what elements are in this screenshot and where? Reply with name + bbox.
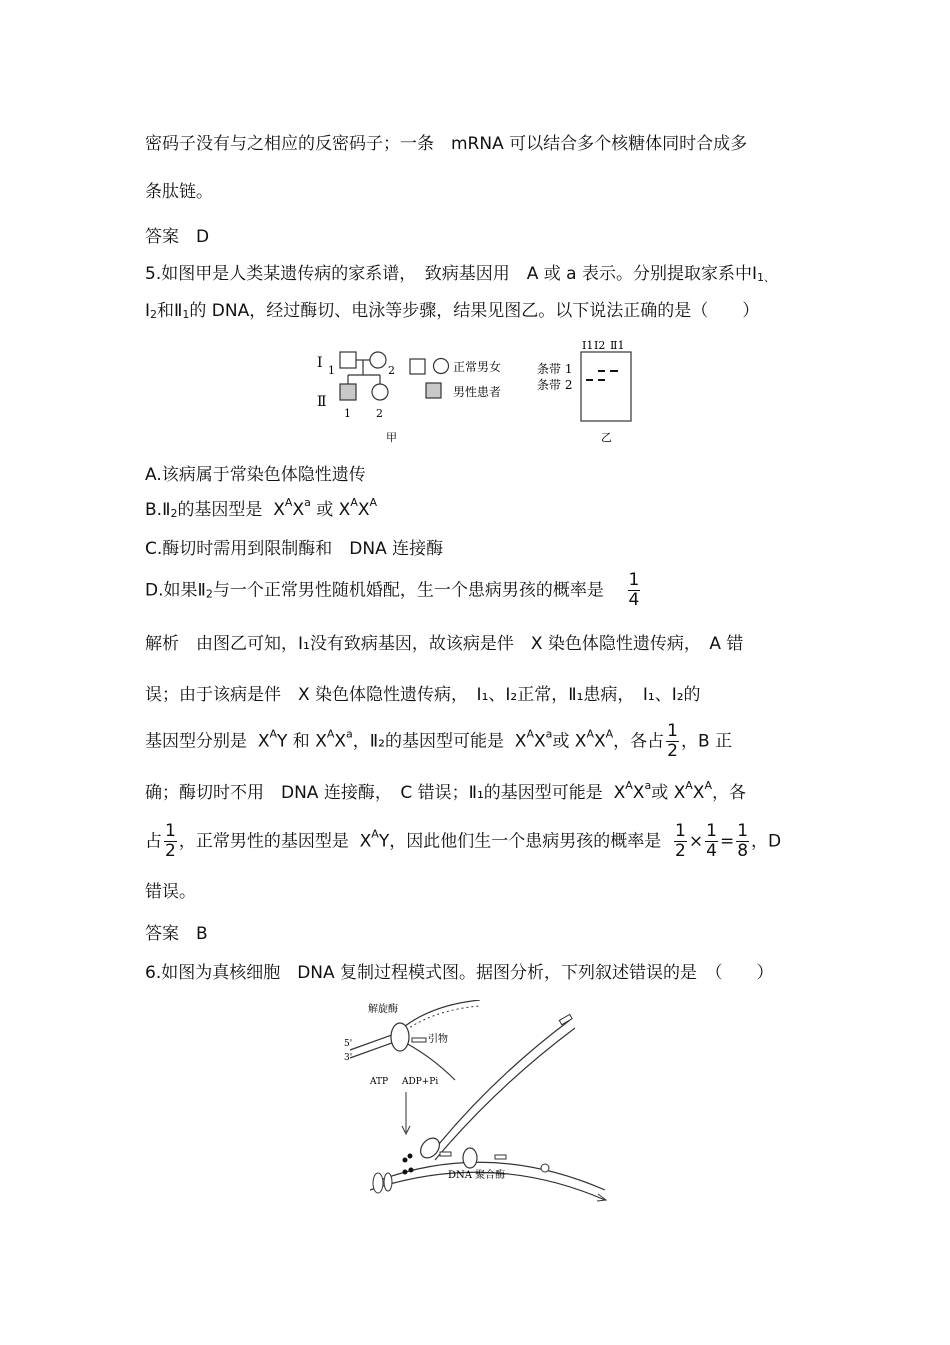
helicase-label: 解旋酶 <box>368 1004 398 1015</box>
option-c: C.酶切时需用到限制酶和 DNA 连接酶 <box>145 539 444 559</box>
text-line: 条肽链。 <box>145 182 213 202</box>
band-1-label: 条带 1 <box>537 362 573 376</box>
individual-number: 2 <box>388 364 395 377</box>
option-d: D.如果$Ⅱ_2$与一个正常男性随机婚配，生一个患病男孩的概率是 $\frac{1}{4}$ <box>145 570 640 610</box>
figure-caption: 甲 <box>386 431 397 444</box>
individual-number: 1 <box>344 407 351 420</box>
explanation-line: 占 $\frac{1}{2}$ ，正常男性的基因型是 $X^AY$，因此他们生一个患病男孩的概率是 $\frac{1}{2}$ × $\frac{1}{4}$ = $\frac{1}{8}$ ，D <box>145 821 782 861</box>
fraction: $\frac{1}{8}$ <box>737 821 749 861</box>
legend-male-patient-symbol <box>426 383 441 398</box>
question-5-stem: 5.如图甲是人类某遗传病的家系谱， 致病基因用 A 或 a 表示。分别提取家系中$Ⅰ_{1、}$ <box>145 264 775 284</box>
question-5-stem-cont: $Ⅰ_2$和$Ⅱ_1$的 DNA，经过酶切、电泳等步骤，结果见图乙。以下说法正确的是（ ） <box>145 301 760 321</box>
fraction: $\frac{1}{2}$ <box>667 721 678 761</box>
pedigree-figure <box>310 340 520 445</box>
question-6-stem: 6.如图为真核细胞 DNA 复制过程模式图。据图分析，下列叙述错误的是 （ ） <box>145 963 774 983</box>
figure-caption: 乙 <box>601 431 612 444</box>
legend-male-normal-symbol <box>410 359 425 374</box>
primer-label: 引物 <box>428 1034 448 1045</box>
polymerase-symbol <box>463 1148 477 1168</box>
answer-line: 答案 D <box>145 227 210 247</box>
dna-replication-figure <box>340 1000 620 1205</box>
fraction: $\frac{1}{4}$ <box>628 570 640 610</box>
option-a: A.该病属于常染色体隐性遗传 <box>145 465 366 485</box>
individual-number: 1 <box>328 364 335 377</box>
electrophoresis-figure <box>530 335 640 445</box>
male-patient-symbol <box>340 384 356 400</box>
gel-box <box>581 352 631 421</box>
fraction: $\frac{1}{2}$ <box>165 821 176 861</box>
individual-number: 2 <box>376 407 383 420</box>
fraction: $\frac{1}{2}$ <box>675 821 686 861</box>
generation-1-label: Ⅰ <box>317 355 323 371</box>
lane-label: Ⅰ1 <box>582 339 594 352</box>
adp-label: ADP+Pi <box>402 1077 439 1087</box>
explanation-line: 基因型分别是 $X^AY$ 和 $X^AX^a$，Ⅱ₂的基因型可能是 $X^AX^a$或 $X^AX^A$，各占 $\frac{1}{2}$ ，B 正 <box>145 721 733 761</box>
fraction: $\frac{1}{4}$ <box>706 821 717 861</box>
legend-patient-label: 男性患者 <box>453 385 502 399</box>
explanation-line: 误；由于该病是伴 X 染色体隐性遗传病， Ⅰ₁、Ⅰ₂正常，Ⅱ₁患病， Ⅰ₁、Ⅰ₂的 <box>145 685 701 705</box>
polymerase-symbol <box>417 1134 443 1161</box>
legend-female-normal-symbol <box>434 359 449 374</box>
male-normal-symbol <box>340 352 356 368</box>
answer-line: 答案 B <box>145 924 208 944</box>
lane-label: Ⅰ2 <box>594 339 606 352</box>
option-b: $B.Ⅱ_2$的基因型是 $X^AX^a$ 或 $X^AX^A$ <box>145 496 378 520</box>
explanation-line: 错误。 <box>145 882 196 902</box>
five-prime-label: 5' <box>344 1039 353 1049</box>
three-prime-label: 3' <box>344 1053 353 1063</box>
helicase-symbol <box>391 1023 409 1051</box>
polymerase-label: DNA 聚合酶 <box>448 1170 506 1181</box>
explanation-line: 确；酶切时不用 DNA 连接酶， C 错误；Ⅱ₁的基因型可能是 $X^AX^a$或 $X^AX^A$，各 <box>145 779 746 803</box>
generation-2-label: Ⅱ <box>317 394 327 410</box>
text-line: 密码子没有与之相应的反密码子；一条 mRNA 可以结合多个核糖体同时合成多 <box>145 134 748 154</box>
band-2-label: 条带 2 <box>537 378 573 392</box>
female-normal-symbol <box>372 384 388 400</box>
legend-normal-label: 正常男女 <box>453 360 502 374</box>
female-normal-symbol <box>370 352 386 368</box>
explanation-line: 解析 由图乙可知，Ⅰ₁没有致病基因，故该病是伴 X 染色体隐性遗传病， A 错 <box>145 634 744 654</box>
lane-label: Ⅱ1 <box>610 339 625 352</box>
atp-label: ATP <box>370 1077 389 1087</box>
